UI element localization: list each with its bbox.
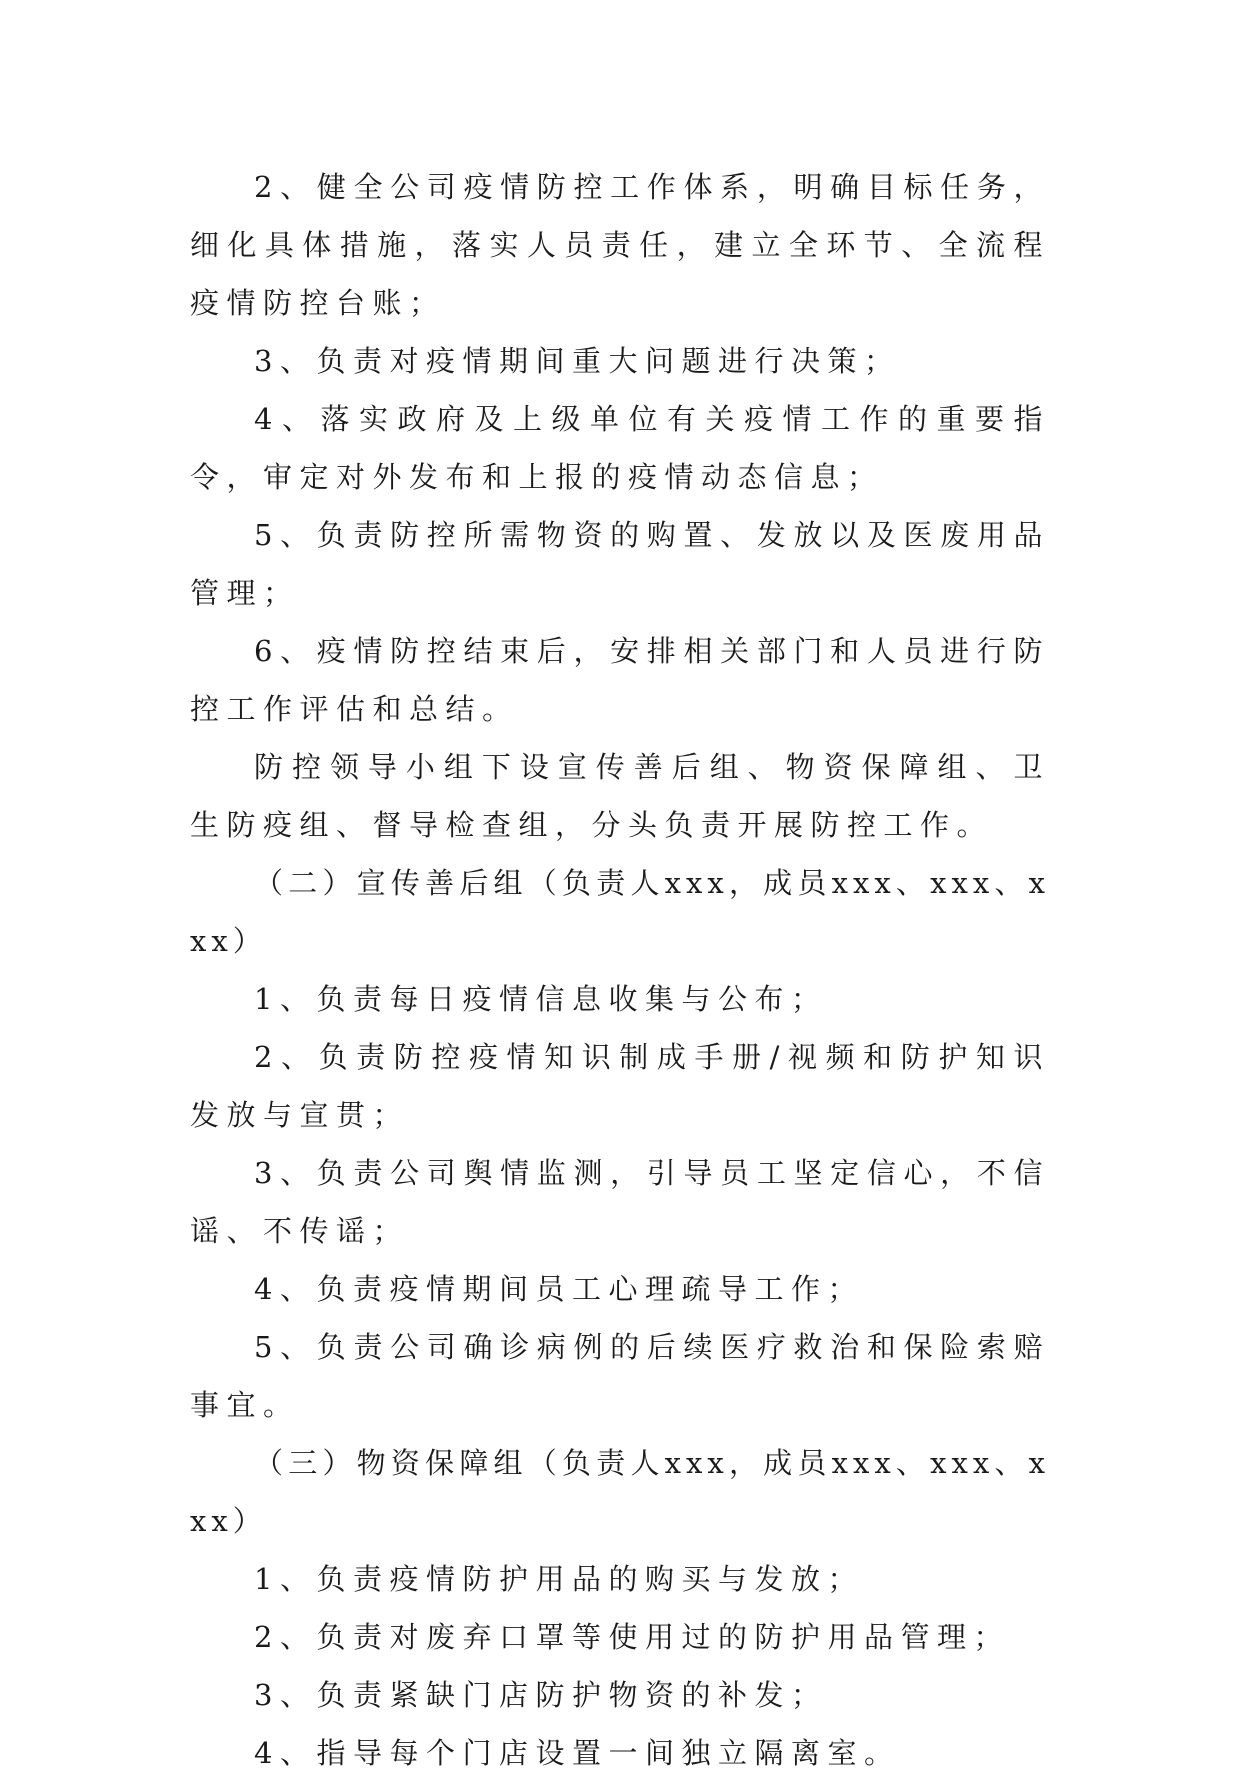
paragraph-item-6: 6、疫情防控结束后，安排相关部门和人员进行防控工作评估和总结。 (190, 634, 1050, 726)
supplies-item-4: 4、指导每个门店设置一间独立隔离室。 (254, 1736, 901, 1770)
supplies-item-3: 3、负责紧缺门店防护物资的补发； (254, 1678, 828, 1712)
paragraph-item-2: 2、健全公司疫情防控工作体系，明确目标任务，细化具体措施，落实人员责任，建立全环节、全流程疫情防控台账； (190, 170, 1050, 320)
section-heading-publicity-group: （二）宣传善后组（负责人xxx，成员xxx、xxx、xxx） (190, 866, 1050, 958)
publicity-item-4: 4、负责疫情期间员工心理疏导工作； (254, 1272, 864, 1306)
paragraph-subgroups-summary: 防控领导小组下设宣传善后组、物资保障组、卫生防疫组、督导检查组，分头负责开展防控工作。 (190, 750, 1050, 842)
paragraph-item-5: 5、负责防控所需物资的购置、发放以及医废用品管理； (190, 518, 1050, 610)
publicity-item-2: 2、负责防控疫情知识制成手册/视频和防护知识发放与宣贯； (190, 1040, 1050, 1132)
publicity-item-1: 1、负责每日疫情信息收集与公布； (254, 982, 828, 1016)
supplies-item-1: 1、负责疫情防护用品的购买与发放； (254, 1562, 864, 1596)
supplies-item-2: 2、负责对废弃口罩等使用过的防护用品管理； (254, 1620, 1010, 1654)
publicity-item-5: 5、负责公司确诊病例的后续医疗救治和保险索赔事宜。 (190, 1330, 1050, 1422)
section-heading-supplies-group: （三）物资保障组（负责人xxx，成员xxx、xxx、xxx） (190, 1446, 1050, 1538)
publicity-item-3: 3、负责公司舆情监测，引导员工坚定信心，不信谣、不传谣； (190, 1156, 1050, 1248)
document-body (190, 158, 1050, 1782)
paragraph-item-4: 4、落实政府及上级单位有关疫情工作的重要指令，审定对外发布和上报的疫情动态信息； (190, 402, 1050, 494)
paragraph-item-3: 3、负责对疫情期间重大问题进行决策； (254, 344, 901, 378)
